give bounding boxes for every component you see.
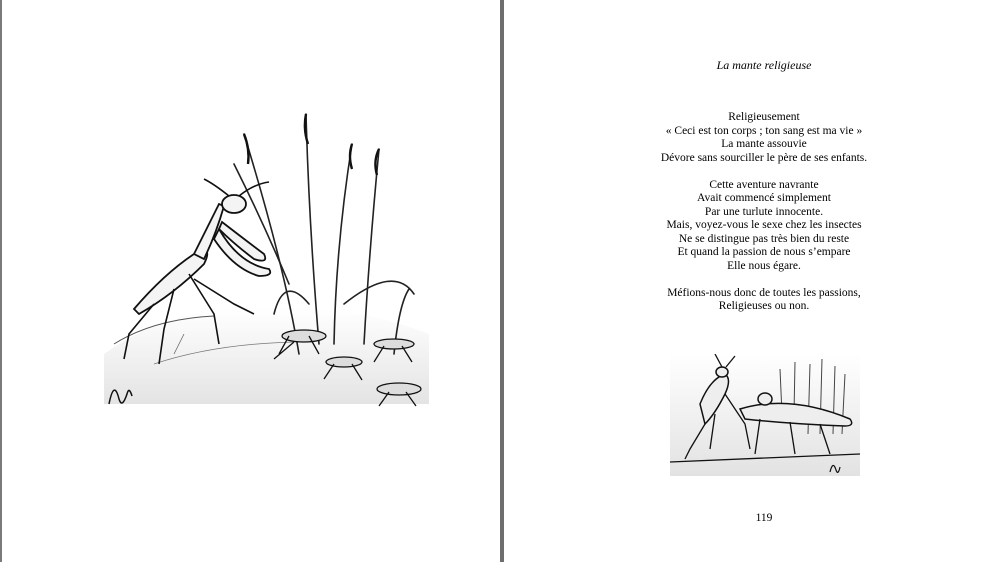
poem-title: La mante religieuse [716, 58, 812, 72]
right-page [504, 0, 1000, 562]
poem-line: Et quand la passion de nous s’empare [677, 246, 851, 258]
stanza [516, 111, 1000, 165]
poem-line: Cette aventure navrante [709, 178, 819, 191]
poem-line: Avait commencé simplement [697, 192, 831, 204]
stanza [516, 179, 1000, 274]
page-number: 119 [755, 512, 773, 524]
poem-line: La mante assouvie [721, 138, 807, 150]
poem-line: Ne se distingue pas très bien du reste [678, 232, 850, 245]
poem-line: Mais, voyez-vous le sexe chez les insectes [666, 219, 862, 231]
left-page [2, 0, 500, 562]
poem-line: Religieusement [728, 111, 800, 123]
mantises-illustration [670, 354, 860, 476]
poem-line: Religieuses ou non. [718, 300, 810, 312]
mantis-illustration [94, 104, 434, 426]
poem-line: Elle nous égare. [727, 259, 801, 272]
poem-line: Dévore sans sourciller le père de ses enfants. [660, 151, 868, 164]
poem-line: Par une turlute innocente. [704, 205, 824, 218]
poem-body [516, 111, 1000, 327]
poem-line: « Ceci est ton corps ; ton sang est ma vie » [665, 124, 863, 137]
stanza [516, 287, 1000, 314]
poem-line: Méfions-nous donc de toutes les passions, [667, 286, 861, 299]
